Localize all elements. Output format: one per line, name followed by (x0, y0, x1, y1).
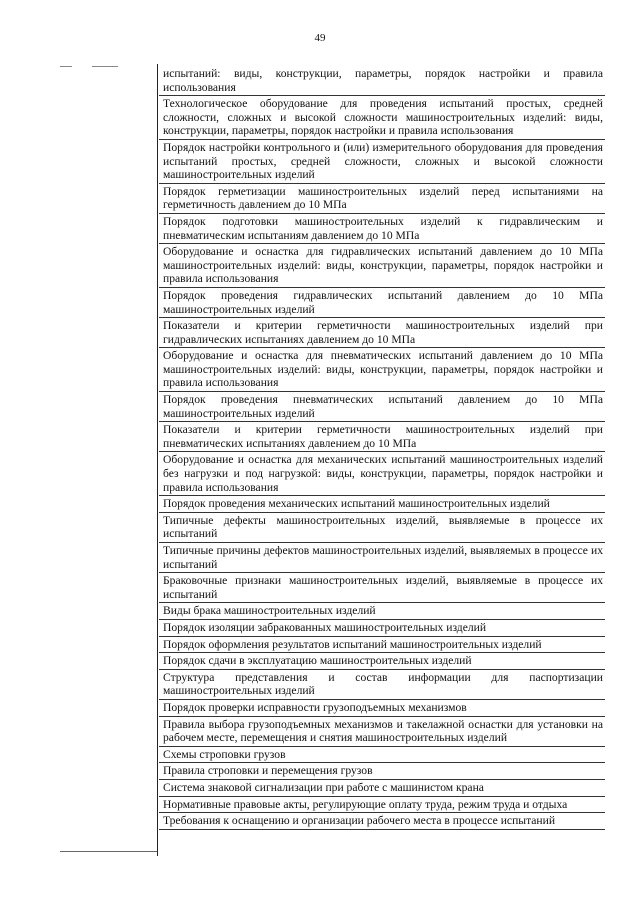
left-column (60, 64, 158, 856)
table-row: Порядок оформления результатов испытаний машиностроительных изделий (159, 637, 605, 654)
table-row: Порядок настройки контрольного и (или) измерительного оборудования для проведения испытаний простых, средней сложности, сложных и высокой сложности машиностроительных изделий (159, 140, 605, 184)
table-row: Требования к оснащению и организации рабочего места в процессе испытаний (159, 813, 605, 830)
table-row: Порядок проведения гидравлических испытаний давлением до 10 МПа машиностроительных изделий (159, 288, 605, 318)
left-column-bottom-border (60, 851, 158, 852)
table-row: Технологическое оборудование для проведения испытаний простых, средней сложности, сложных и высокой сложности машиностроительных изделий: виды, конструкции, параметры, порядок настройки и правила использования (159, 96, 605, 140)
table-row: Схемы строповки грузов (159, 747, 605, 764)
page-number: 49 (314, 32, 326, 44)
table-row: Типичные причины дефектов машиностроительных изделий, выявляемых в процессе их испытаний (159, 543, 605, 573)
table-row: Правила строповки и перемещения грузов (159, 763, 605, 780)
table-row: Структура представления и состав информации для паспортизации машиностроительных изделий (159, 670, 605, 700)
table-row: Показатели и критерии герметичности машиностроительных изделий при пневматических испытаниях давлением до 10 МПа (159, 422, 605, 452)
left-column-mark (92, 66, 118, 67)
left-column-mark (60, 66, 72, 67)
column-divider (157, 64, 158, 856)
table-row: испытаний: виды, конструкции, параметры, порядок настройки и правила использования (159, 64, 605, 96)
table-row: Порядок подготовки машиностроительных изделий к гидравлическим и пневматическим испытаниям давлением до 10 МПа (159, 214, 605, 244)
right-column (159, 64, 605, 830)
table-row: Показатели и критерии герметичности машиностроительных изделий при гидравлических испытаниях давлением до 10 МПа (159, 318, 605, 348)
table-row: Правила выбора грузоподъемных механизмов и такелажной оснастки для установки на рабочем месте, перемещения и снятия машиностроительных изделий (159, 717, 605, 747)
table-row: Система знаковой сигнализации при работе с машинистом крана (159, 780, 605, 797)
table-row: Порядок проверки исправности грузоподъемных механизмов (159, 700, 605, 717)
table-row: Порядок сдачи в эксплуатацию машиностроительных изделий (159, 653, 605, 670)
table-row: Оборудование и оснастка для пневматических испытаний давлением до 10 МПа машиностроительных изделий: виды, конструкции, параметры, порядок настройки и правила использования (159, 348, 605, 392)
table-row: Типичные дефекты машиностроительных изделий, выявляемые в процессе их испытаний (159, 513, 605, 543)
table-row: Порядок изоляции забракованных машиностроительных изделий (159, 620, 605, 637)
table-row: Оборудование и оснастка для гидравлических испытаний давлением до 10 МПа машиностроительных изделий: виды, конструкции, параметры, порядок настройки и правила использования (159, 244, 605, 288)
table-row: Порядок герметизации машиностроительных изделий перед испытаниями на герметичность давлением до 10 МПа (159, 184, 605, 214)
table-row: Порядок проведения механических испытаний машиностроительных изделий (159, 496, 605, 513)
requirements-table (60, 64, 610, 856)
table-row: Нормативные правовые акты, регулирующие оплату труда, режим труда и отдыха (159, 797, 605, 814)
table-row: Виды брака машиностроительных изделий (159, 603, 605, 620)
table-row: Браковочные признаки машиностроительных изделий, выявляемые в процессе их испытаний (159, 573, 605, 603)
table-row: Оборудование и оснастка для механических испытаний машиностроительных изделий без нагрузки и под нагрузкой: виды, конструкции, параметры, порядок настройки и правила использования (159, 452, 605, 496)
table-row: Порядок проведения пневматических испытаний давлением до 10 МПа машиностроительных изделий (159, 392, 605, 422)
